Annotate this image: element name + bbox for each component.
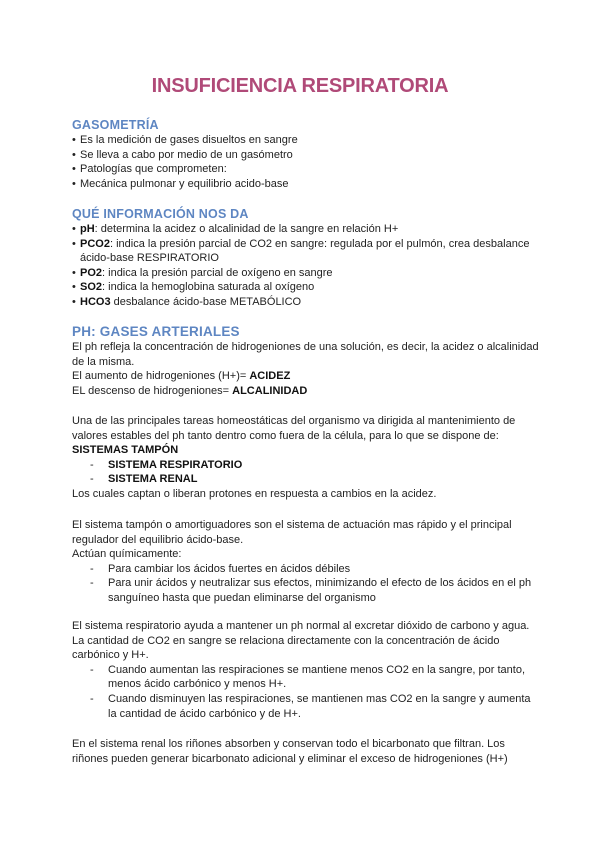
- respiratorio-list: [72, 663, 540, 721]
- list-item: [108, 472, 540, 487]
- section-renal: [72, 737, 540, 766]
- item-text: SISTEMA RENAL: [108, 473, 198, 486]
- list-item: - Cuando aumentan las respiraciones se mantiene menos CO2 en la sangre, por tanto, menos ácido carbónico y menos H+.: [108, 663, 540, 692]
- list-item: • Patologías que comprometen:: [72, 162, 540, 177]
- paragraph: Una de las principales tareas homeostáticas del organismo va dirigida al mantenimiento de valores estables del ph tanto dentro como fuera de la célula, para lo que se dispone de:: [72, 415, 516, 442]
- bold-heading: SISTEMAS TAMPÓN: [72, 444, 179, 457]
- definition: : indica la presión parcial de oxígeno en sangre: [102, 266, 333, 279]
- section-respiratorio: [72, 619, 540, 721]
- item-text: SISTEMA RESPIRATORIO: [108, 458, 243, 471]
- paragraph: [72, 369, 540, 384]
- list-item: [72, 280, 540, 295]
- bold-term: ALCALINIDAD: [232, 384, 308, 397]
- section-info: [72, 206, 540, 310]
- paragraph: [72, 384, 540, 399]
- definition: : indica la hemoglobina saturada al oxígeno: [102, 281, 315, 294]
- paragraph: En el sistema renal los riñones absorben y conservan todo el bicarbonato que filtran. Los riñones pueden generar bicarbonato adicional y eliminar el exceso de hidrogeniones (H+): [72, 738, 508, 765]
- bold-term: ACIDEZ: [249, 370, 291, 383]
- definition: : indica la presión parcial de CO2 en sangre: regulada por el pulmón, crea desbalance ácido-base RESPIRATORIO: [80, 237, 530, 265]
- paragraph: El sistema tampón o amortiguadores son el sistema de actuación mas rápido y el principal regulador del equilibrio ácido-base.: [72, 519, 512, 546]
- term: PO2: [80, 266, 103, 279]
- list-item: [72, 295, 540, 310]
- list-item: • Es la medición de gases disueltos en sangre: [72, 133, 540, 148]
- section-ph: [72, 324, 540, 398]
- section-gasometria: [72, 117, 540, 191]
- list-item: [72, 266, 540, 281]
- term: HCO3: [80, 295, 111, 308]
- text: El aumento de hidrogeniones (H+)=: [72, 370, 250, 383]
- list-item: • Mecánica pulmonar y equilibrio acido-base: [72, 177, 540, 192]
- heading-info: QUÉ INFORMACIÓN NOS DA: [72, 207, 249, 221]
- term: PCO2: [80, 237, 110, 250]
- text: EL descenso de hidrogeniones=: [72, 384, 233, 397]
- gasometria-list: [72, 133, 540, 191]
- list-item: [108, 458, 540, 473]
- paragraph: El ph refleja la concentración de hidrogeniones de una solución, es decir, la acidez o alcalinidad de la misma.: [72, 341, 539, 368]
- definition: : determina la acidez o alcalinidad de la sangre en relación H+: [94, 223, 399, 235]
- definition: desbalance ácido-base METABÓLICO: [110, 295, 302, 308]
- sistemas-list: [72, 458, 540, 487]
- heading-gasometria: GASOMETRÍA: [72, 118, 159, 132]
- section-tareas: [72, 414, 540, 502]
- list-item: [72, 222, 540, 237]
- list-item: [72, 237, 540, 266]
- info-list: [72, 222, 540, 310]
- paragraph: Los cuales captan o liberan protones en respuesta a cambios en la acidez.: [72, 487, 437, 500]
- list-item: - Para unir ácidos y neutralizar sus efectos, minimizando el efecto de los ácidos en el ph sanguíneo hasta que puedan eliminarse del organismo: [108, 576, 540, 605]
- section-tampon: [72, 518, 540, 606]
- heading-ph: PH: GASES ARTERIALES: [72, 324, 240, 339]
- list-item: - Para cambiar los ácidos fuertes en ácidos débiles: [108, 562, 540, 577]
- list-item: • Se lleva a cabo por medio de un gasómetro: [72, 148, 540, 163]
- list-item: - Cuando disminuyen las respiraciones, se mantienen mas CO2 en la sangre y aumenta la cantidad de ácido carbónico y de H+.: [108, 692, 540, 721]
- paragraph: Actúan químicamente:: [72, 548, 182, 561]
- term: SO2: [80, 281, 103, 294]
- term: pH: [80, 223, 95, 235]
- tampon-list: [72, 562, 540, 606]
- paragraph: El sistema respiratorio ayuda a mantener un ph normal al excretar dióxido de carbono y agua. La cantidad de CO2 en sangre se relaciona directamente con la concentración de ácido carbónico y H+.: [72, 620, 530, 662]
- document-title: INSUFICIENCIA RESPIRATORIA: [151, 75, 449, 97]
- subheading: [72, 443, 540, 458]
